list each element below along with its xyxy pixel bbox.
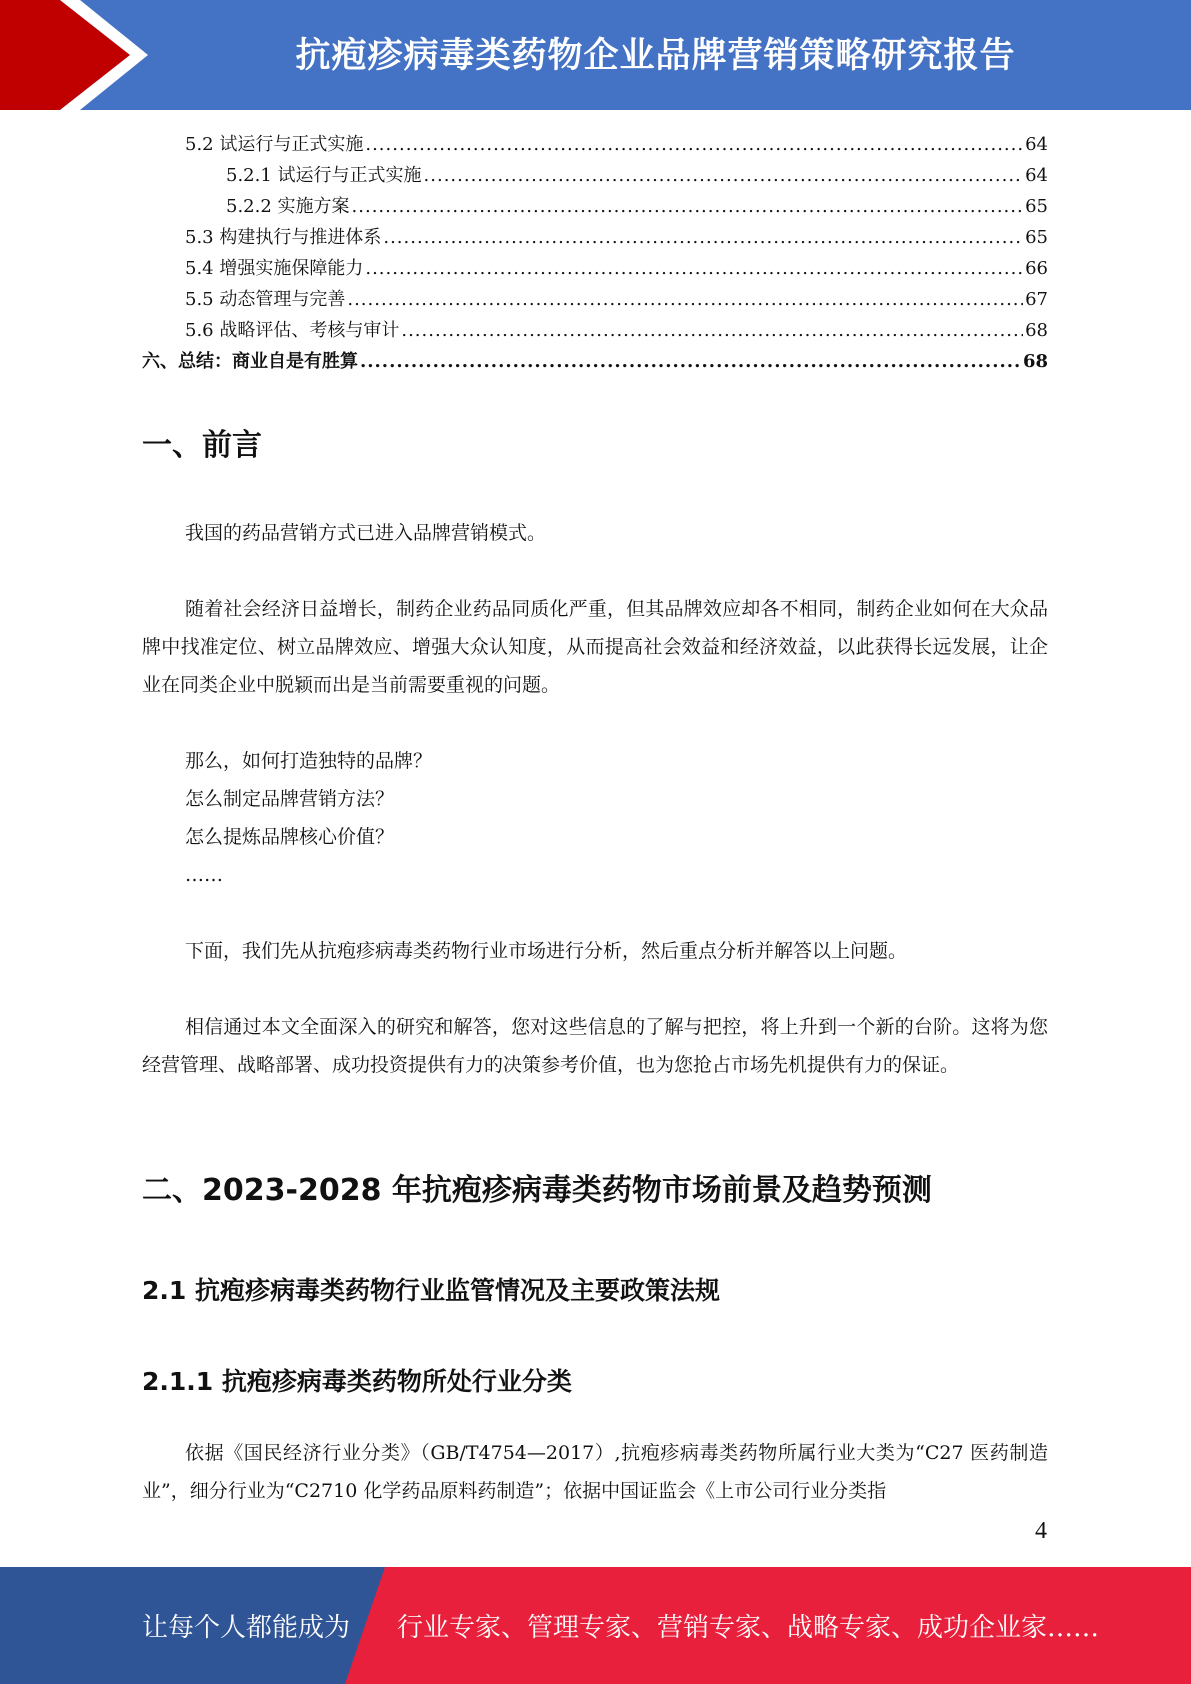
toc-entry-label: 5.2 试运行与正式实施	[185, 134, 364, 155]
toc-dot-leader	[360, 351, 1021, 372]
toc-entry[interactable]	[142, 347, 1048, 378]
section-heading-market-outlook: 二、2023-2028 年抗疱疹病毒类药物市场前景及趋势预测	[142, 1173, 932, 1208]
toc-entry-label: 5.4 增强实施保障能力	[185, 258, 364, 279]
toc-dot-leader	[383, 227, 1023, 248]
toc-entry[interactable]	[142, 130, 1048, 161]
toc-entry-page: 64	[1025, 134, 1048, 155]
paragraph: 依据《国民经济行业分类》（GB/T4754—2017）,抗疱疹病毒类药物所属行业大类为“C27 医药制造业”，细分行业为“C2710 化学药品原料药制造”；依据中国证监会《上市公司行业分类指	[142, 1442, 1048, 1502]
toc-entry-label: 5.6 战略评估、考核与审计	[185, 320, 400, 341]
paragraph: 相信通过本文全面深入的研究和解答，您对这些信息的了解与把控，将上升到一个新的台阶。这将为您经营管理、战略部署、成功投资提供有力的决策参考价值，也为您抢占市场先机提供有力的保证。	[142, 1016, 1048, 1076]
toc-entry[interactable]	[142, 223, 1048, 254]
table-of-contents	[142, 130, 1048, 378]
toc-entry-label: 5.2.2 实施方案	[226, 196, 350, 217]
toc-entry-label: 5.5 动态管理与完善	[185, 289, 346, 310]
toc-entry-page: 66	[1025, 258, 1048, 279]
toc-dot-leader	[365, 134, 1023, 155]
paragraph: 我国的药品营销方式已进入品牌营销模式。	[185, 522, 547, 544]
toc-entry[interactable]	[142, 316, 1048, 347]
toc-dot-leader	[365, 258, 1023, 279]
toc-entry-page: 68	[1022, 351, 1048, 372]
toc-entry[interactable]	[142, 254, 1048, 285]
header-arrow-decoration	[0, 0, 160, 110]
subsection-heading: 2.1 抗疱疹病毒类药物行业监管情况及主要政策法规	[142, 1276, 720, 1305]
toc-dot-leader	[347, 289, 1023, 310]
toc-entry-page: 68	[1025, 320, 1048, 341]
header-bar	[0, 0, 1191, 110]
footer-slogan-left: 让每个人都能成为	[142, 1613, 351, 1643]
toc-entry-label: 5.3 构建执行与推进体系	[185, 227, 382, 248]
toc-entry-page: 64	[1025, 165, 1048, 186]
question-line: 那么，如何打造独特的品牌？	[185, 750, 433, 772]
footer-bar	[0, 1567, 1191, 1684]
toc-entry-page: 65	[1025, 227, 1048, 248]
question-line: 怎么制定品牌营销方法？	[185, 788, 395, 810]
toc-entry-page: 67	[1025, 289, 1048, 310]
toc-entry-label: 六、总结：商业自是有胜算	[142, 351, 358, 372]
report-title: 抗疱疹病毒类药物企业品牌营销策略研究报告	[295, 35, 1016, 76]
subsubsection-heading: 2.1.1 抗疱疹病毒类药物所处行业分类	[142, 1367, 572, 1396]
toc-entry-page: 65	[1025, 196, 1048, 217]
page-number: 4	[1035, 1518, 1047, 1544]
toc-dot-leader	[352, 196, 1024, 217]
ellipsis-line: ……	[185, 864, 223, 886]
toc-entry[interactable]	[142, 285, 1048, 316]
question-line: 怎么提炼品牌核心价值？	[185, 826, 395, 848]
paragraph: 下面，我们先从抗疱疹病毒类药物行业市场进行分析，然后重点分析并解答以上问题。	[185, 940, 908, 962]
toc-entry[interactable]	[142, 192, 1048, 223]
toc-entry[interactable]	[142, 161, 1048, 192]
section-heading-preface: 一、前言	[142, 428, 262, 463]
paragraph: 随着社会经济日益增长，制药企业药品同质化严重，但其品牌效应却各不相同，制药企业如何在大众品牌中找准定位、树立品牌效应、增强大众认知度，从而提高社会效益和经济效益，以此获得长远发展，让企业在同类企业中脱颖而出是当前需要重视的问题。	[142, 598, 1048, 696]
toc-dot-leader	[401, 320, 1023, 341]
toc-entry-label: 5.2.1 试运行与正式实施	[226, 165, 422, 186]
footer-slogan-right: 行业专家、管理专家、营销专家、战略专家、成功企业家……	[397, 1613, 1100, 1643]
toc-dot-leader	[424, 165, 1024, 186]
